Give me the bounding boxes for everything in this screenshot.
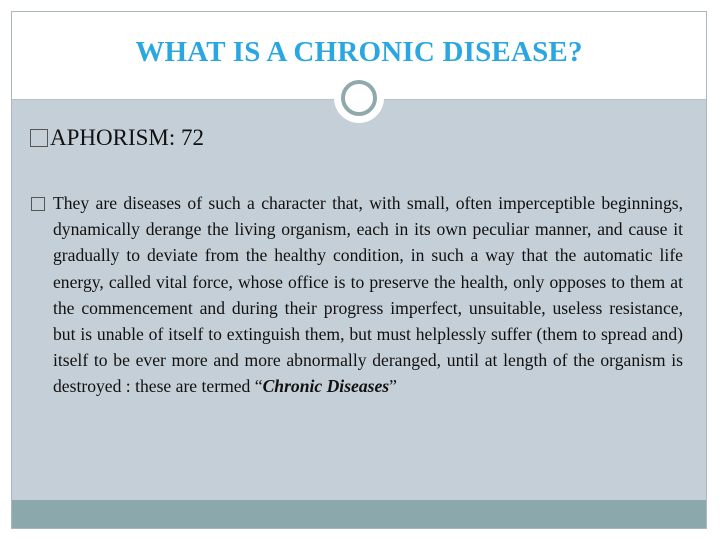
aphorism-paragraph xyxy=(53,190,683,400)
square-bullet-icon xyxy=(31,197,45,211)
square-bullet-icon xyxy=(30,129,48,147)
footer-bar xyxy=(12,500,706,528)
circle-ring-icon xyxy=(341,80,377,116)
paragraph-emphasis: Chronic Diseases xyxy=(262,376,390,397)
aphorism-heading-text: APHORISM: 72 xyxy=(50,125,205,150)
paragraph-close-quote: ” xyxy=(389,376,397,397)
aphorism-heading xyxy=(30,125,204,151)
paragraph-text: They are diseases of such a character that, with small, often imperceptible beginnings, dynamically derange the living organism, each in its own peculiar manner, and cause it gradually to deviate from the healthy condition, in such a way that the automatic life energy, called vital force, whose office is to preserve the health, only opposes to them at the commencement and during their progress imperfect, unsuitable, useless resistance, but is unable of itself to extinguish them, but must helplessly suffer (them to spread and) itself to be ever more and more abnormally deranged, until at length of the organism is destroyed : these are termed “ xyxy=(53,193,683,397)
slide-title: WHAT IS A CHRONIC DISEASE? xyxy=(135,36,583,68)
